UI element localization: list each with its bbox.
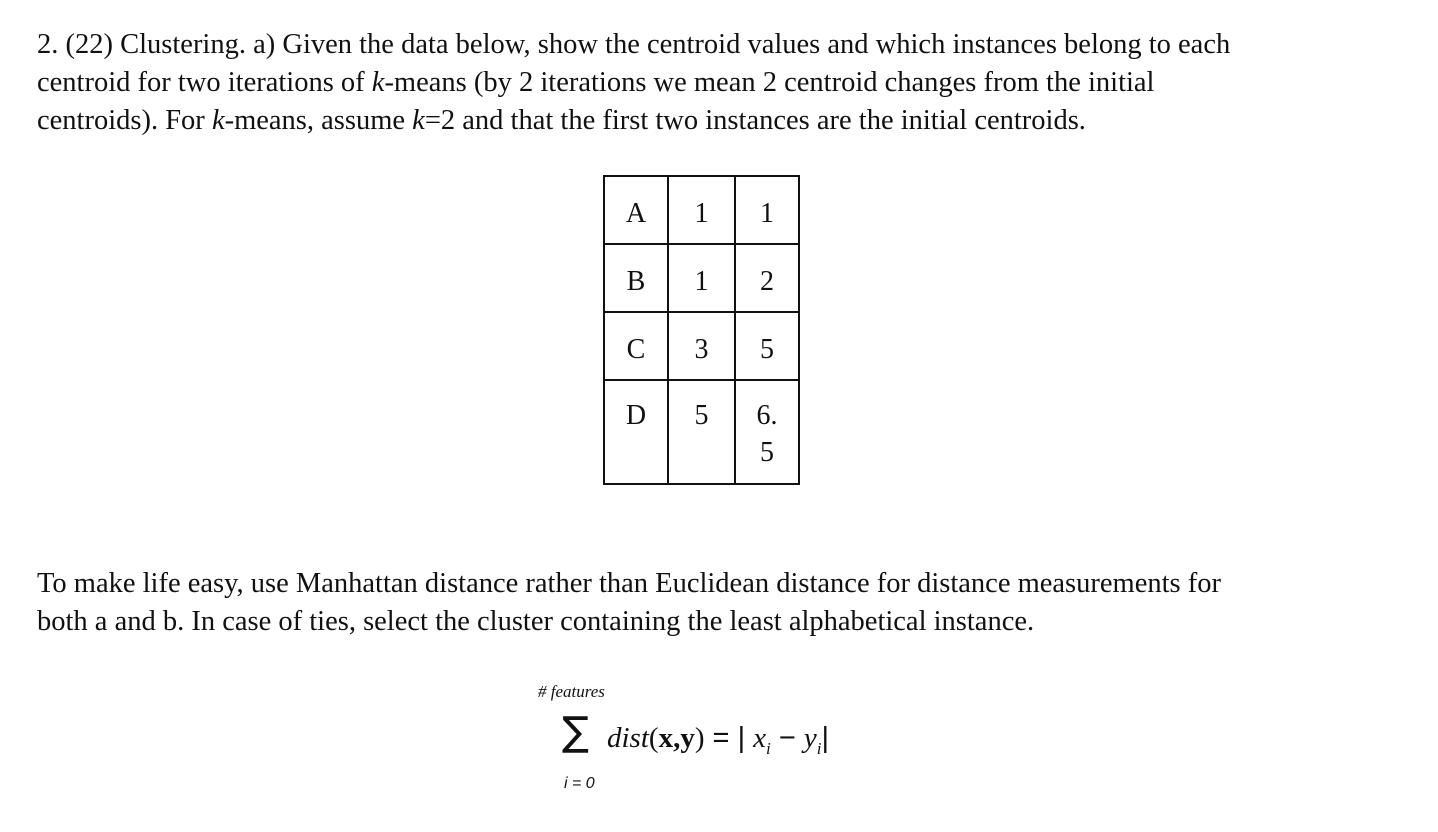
instance-label: A <box>604 176 668 244</box>
note-line-2: both a and b. In case of ties, select the cluster containing the least alphabetical instance. <box>37 606 1035 637</box>
dist-args: x,y <box>658 722 695 754</box>
sum-lower-limit: i = 0 <box>564 775 595 792</box>
intro-line-3: centroids). For k-means, assume k=2 and that the first two instances are the initial centroids. <box>37 105 1086 136</box>
distance-note <box>37 565 1417 641</box>
sigma-symbol: ∑ <box>562 709 589 755</box>
instance-y-part1: 6. <box>756 400 778 431</box>
instance-y: 2 <box>735 244 799 312</box>
table-row <box>604 244 799 312</box>
sum-upper-limit: # features <box>538 682 605 701</box>
dist-function: dist <box>607 722 649 754</box>
formula-expression: dist(x,y) = | $x_i - y_i|$ <box>607 722 829 758</box>
instance-x: 1 <box>668 244 735 312</box>
table-row <box>604 176 799 244</box>
instance-y <box>735 380 799 484</box>
instance-y-part2: 5 <box>760 437 774 468</box>
instance-x: 3 <box>668 312 735 380</box>
intro-line-1: 2. (22) Clustering. a) Given the data below, show the centroid values and which instances belong to each <box>37 29 1231 60</box>
instance-x: 5 <box>668 380 735 484</box>
question-intro <box>37 26 1417 140</box>
table-row <box>604 312 799 380</box>
note-line-1: To make life easy, use Manhattan distance rather than Euclidean distance for distance measurements for <box>37 568 1221 599</box>
instance-y: 5 <box>735 312 799 380</box>
instance-label: C <box>604 312 668 380</box>
instance-y: 1 <box>735 176 799 244</box>
table-row <box>604 380 799 484</box>
instance-x: 1 <box>668 176 735 244</box>
instances-table <box>603 175 800 485</box>
intro-line-2: centroid for two iterations of k-means (by 2 iterations we mean 2 centroid changes from the initial <box>37 67 1155 98</box>
instance-label: D <box>604 380 668 484</box>
instance-label: B <box>604 244 668 312</box>
